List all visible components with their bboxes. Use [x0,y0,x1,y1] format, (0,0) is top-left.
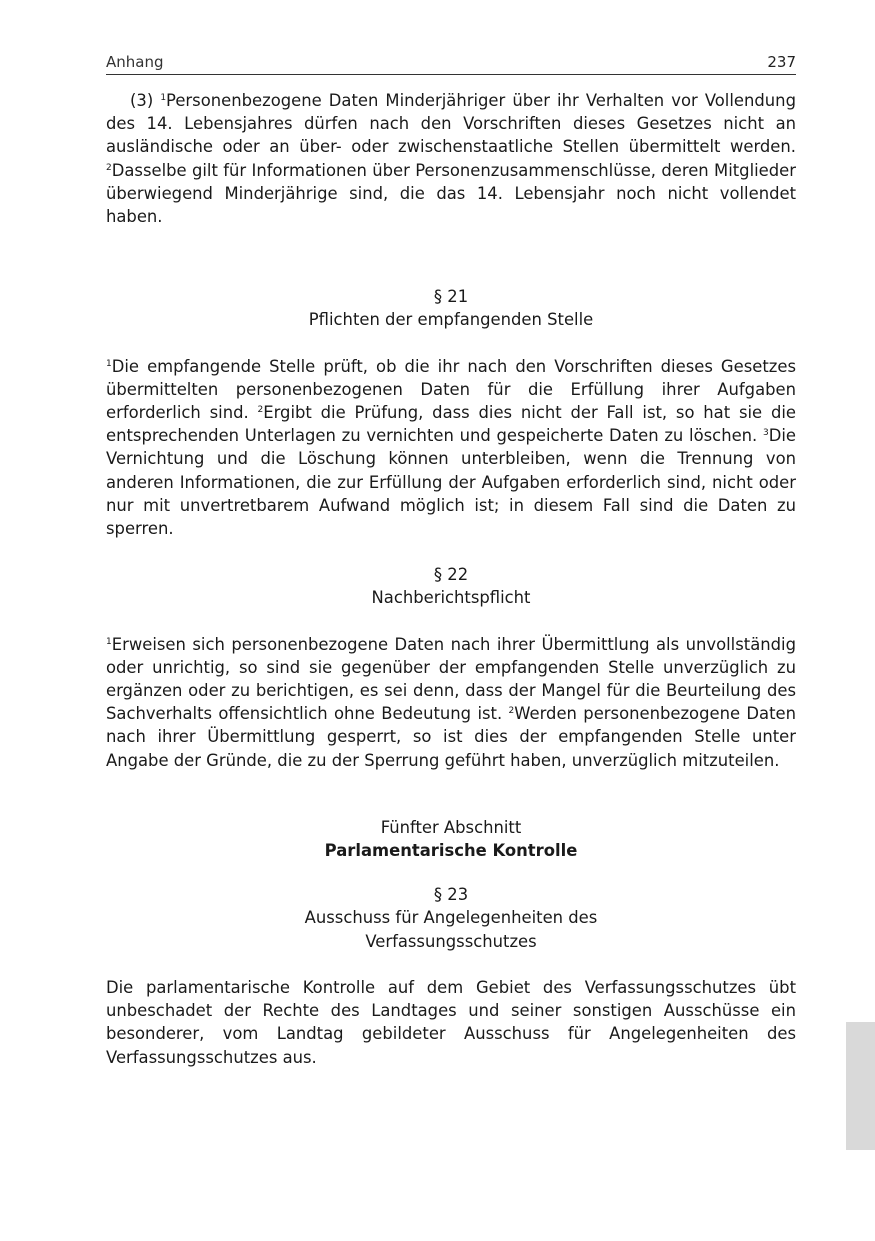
sentence-number: 1 [106,358,112,369]
sentence-text: Ergibt die Prüfung, dass dies nicht der Fall ist, so hat sie die entsprechenden Unterlagen zu vernichten und gespeicherte Daten zu löschen. [106,403,796,446]
page-body [106,89,796,1069]
sentence-text: Personenbezogene Daten Minderjähriger über ihr Verhalten vor Vollendung des 14. Lebensjahres dürfen nach den Vorschriften dieses Gesetzes nicht an ausländische oder an über- oder zwischenstaatliche Stellen übermittelt werden. [106,91,796,157]
chapter-label: Fünfter Abschnitt [380,817,522,837]
page-header [106,50,796,75]
sentence-text: Dasselbe gilt für Informationen über Personenzusammenschlüsse, deren Mitglieder überwiegend Minderjährige sind, die das 14. Lebensjahr noch nicht vollendet haben. [106,160,796,227]
sentence-number: 2 [508,706,515,717]
section-21-number: § 21 [433,287,469,307]
section-22-number: § 22 [433,565,469,585]
sentence-number: 2 [257,405,264,416]
sentence-number: 2 [106,162,112,173]
running-head: Anhang [106,53,164,71]
sentence-text: Werden personenbezogene Daten nach ihrer Übermittlung gesperrt, so ist dies der empfangenden Stelle unter Angabe der Gründe, die zu der Sperrung geführt haben, unverzüglich mitzuteilen. [106,704,796,770]
chapter-title: Parlamentarische Kontrolle [324,841,578,861]
section-21-text [106,355,796,541]
sentence-text: Die Vernichtung und die Löschung können unterbleiben, wenn die Trennung von anderen Informationen, die zur Erfüllung der Aufgaben erforderlich sind, nicht oder nur mit unvertretbarem Aufwand möglich ist; in diesem Fall sind die Daten zu sperren. [106,426,796,539]
thumb-index-tab [846,1022,875,1150]
paragraph-label: (3) [130,91,161,110]
paragraph-20-3 [106,89,796,228]
sentence-number: 3 [763,428,769,439]
section-23-title-line2: Verfassungsschutzes [365,931,537,951]
sentence-number: 1 [160,93,167,103]
section-23-text: Die parlamentarische Kontrolle auf dem Gebiet des Verfassungsschutzes übt unbeschadet der Rechte des Landtages und seiner sonstigen Ausschüsse ein besonderer, vom Landtag gebildeter Ausschuss für Angelegenheiten des Verfassungsschutzes aus. [106,977,796,1067]
section-22-title: Nachberichtspflicht [371,588,531,608]
page-number: 237 [767,53,796,71]
section-23-title-line1: Ausschuss für Angelegenheiten des [304,908,598,928]
sentence-text: Die empfangende Stelle prüft, ob die ihr nach den Vorschriften dieses Gesetzes übermittelten personenbezogenen Daten für die Erfüllung ihrer Aufgaben erforderlich sind. [106,356,796,423]
sentence-text: Erweisen sich personenbezogene Daten nach ihrer Übermittlung als unvollständig oder unrichtig, so sind sie gegenüber der empfangenden Stelle unverzüglich zu ergänzen oder zu berichtigen, es sei denn, dass der Mangel für die Beurteilung des Sachverhalts offensichtlich ohne Bedeutung ist. [106,634,796,724]
section-23-number: § 23 [433,885,469,905]
section-21-title: Pflichten der empfangenden Stelle [308,310,594,330]
section-22-text [106,633,796,772]
sentence-number: 1 [106,636,112,647]
